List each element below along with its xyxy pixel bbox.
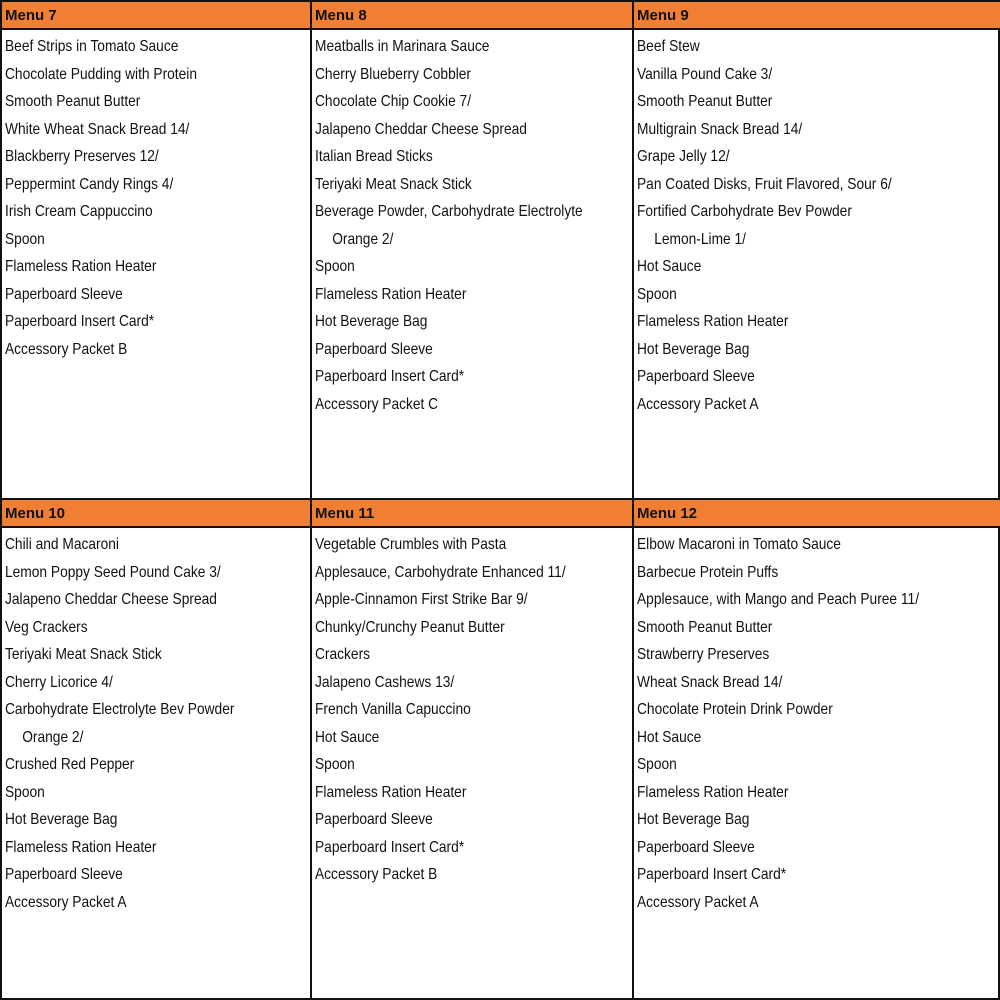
menu-title: Menu 12 [634,500,1000,528]
menu-item: Flameless Ration Heater [5,258,157,275]
menu-card-8 [312,2,634,500]
menu-item: Veg Crackers [5,618,88,636]
menu-item: Grape Jelly 12/ [637,148,730,165]
menu-item: Hot Beverage Bag [5,811,118,828]
menu-item: Paperboard Insert Card* [315,368,465,385]
menu-item: Wheat Snack Bread 14/ [637,673,783,691]
menu-title: Menu 11 [312,500,632,528]
menu-item-list [2,30,310,363]
menu-item: Orange 2/ [332,230,394,248]
menu-card-11 [312,500,634,1000]
menu-item-list [312,30,632,418]
menu-item: Paperboard Sleeve [315,811,433,828]
menu-item: Accessory Packet B [5,340,128,358]
menu-item: Smooth Peanut Butter [637,93,773,110]
menu-item: Flameless Ration Heater [315,783,467,801]
menu-item: Paperboard Sleeve [637,368,755,385]
menu-item: Hot Beverage Bag [637,811,750,828]
menu-item: Paperboard Sleeve [637,838,755,856]
menu-item: Beef Strips in Tomato Sauce [5,38,179,55]
menu-card-9 [634,2,1000,500]
menu-item: Paperboard Insert Card* [315,838,465,856]
menu-item: Lemon-Lime 1/ [654,230,746,248]
menu-item: Chocolate Pudding with Protein [5,65,197,83]
menu-item: Hot Sauce [637,258,702,275]
menu-item: Smooth Peanut Butter [637,618,773,636]
menu-item: Spoon [5,230,45,248]
menu-item: Paperboard Insert Card* [637,866,787,883]
menu-item: Meatballs in Marinara Sauce [315,38,490,55]
menu-item-list [2,528,310,916]
menu-card-10 [2,500,312,1000]
menu-item: Applesauce, Carbohydrate Enhanced 11/ [315,563,566,581]
menu-card-12 [634,500,1000,1000]
menu-item: Hot Sauce [637,728,702,746]
menu-item: Spoon [5,783,45,801]
menu-item: Carbohydrate Electrolyte Bev Powder [5,701,235,718]
menu-item: Accessory Packet B [315,866,438,883]
menu-item: Elbow Macaroni in Tomato Sauce [637,536,841,553]
menu-item: Beverage Powder, Carbohydrate Electrolyte [315,203,583,220]
menu-item-list [634,528,1000,916]
menu-item: Irish Cream Cappuccino [5,203,153,220]
menu-item: Apple-Cinnamon First Strike Bar 9/ [315,591,528,608]
menu-item: Chocolate Protein Drink Powder [637,701,833,718]
menu-item: Fortified Carbohydrate Bev Powder [637,203,852,220]
menu-item: Multigrain Snack Bread 14/ [637,120,803,138]
menu-item: Paperboard Sleeve [5,866,123,883]
menu-item-list [634,30,1000,418]
menu-item: Accessory Packet A [637,893,759,911]
menu-item: Blackberry Preserves 12/ [5,148,159,165]
menu-item: Vanilla Pound Cake 3/ [637,65,773,83]
menu-item: Italian Bread Sticks [315,148,433,165]
menu-item: Smooth Peanut Butter [5,93,141,110]
menu-item: Crushed Red Pepper [5,756,135,773]
menu-item: Hot Sauce [315,728,380,746]
menu-item: Vegetable Crumbles with Pasta [315,536,507,553]
menu-item: Jalapeno Cheddar Cheese Spread [5,591,217,608]
menu-item: Chili and Macaroni [5,536,119,553]
menu-title: Menu 7 [2,2,310,30]
menu-item: Applesauce, with Mango and Peach Puree 11/ [637,591,920,608]
menu-item: Hot Beverage Bag [315,313,428,330]
menu-item: Lemon Poppy Seed Pound Cake 3/ [5,563,221,581]
menu-item: Accessory Packet C [315,395,439,413]
menu-item: Spoon [315,258,355,275]
menu-item: Jalapeno Cashews 13/ [315,673,455,691]
menu-item: Jalapeno Cheddar Cheese Spread [315,120,527,138]
menu-item: Accessory Packet A [637,395,759,413]
menu-item: Flameless Ration Heater [5,838,157,856]
menu-item: Spoon [637,756,677,773]
menu-item: Paperboard Sleeve [315,340,433,358]
menu-item: Teriyaki Meat Snack Stick [5,646,162,663]
menu-item: Flameless Ration Heater [315,285,467,303]
menu-item: Spoon [637,285,677,303]
menu-item: Paperboard Sleeve [5,285,123,303]
menu-item: Pan Coated Disks, Fruit Flavored, Sour 6/ [637,175,892,193]
menu-item: Hot Beverage Bag [637,340,750,358]
menu-title: Menu 10 [2,500,310,528]
menu-item: French Vanilla Capuccino [315,701,471,718]
menu-title: Menu 9 [634,2,1000,30]
menu-item: Crackers [315,646,371,663]
menu-item: Cherry Blueberry Cobbler [315,65,472,83]
menu-item: Teriyaki Meat Snack Stick [315,175,472,193]
menu-item: Chunky/Crunchy Peanut Butter [315,618,505,636]
menu-item: Flameless Ration Heater [637,313,789,330]
menu-item: Strawberry Preserves [637,646,770,663]
menu-item-list [312,528,632,889]
menu-item: Accessory Packet A [5,893,127,911]
menu-item: Spoon [315,756,355,773]
menu-card-7 [2,2,312,500]
menu-item: Barbecue Protein Puffs [637,563,779,581]
menu-item: White Wheat Snack Bread 14/ [5,120,190,138]
menu-item: Paperboard Insert Card* [5,313,155,330]
menu-item: Chocolate Chip Cookie 7/ [315,93,472,110]
menu-item: Cherry Licorice 4/ [5,673,113,691]
menu-item: Orange 2/ [22,728,84,746]
menu-item: Beef Stew [637,38,700,55]
menu-item: Peppermint Candy Rings 4/ [5,175,174,193]
menu-item: Flameless Ration Heater [637,783,789,801]
menu-title: Menu 8 [312,2,632,30]
